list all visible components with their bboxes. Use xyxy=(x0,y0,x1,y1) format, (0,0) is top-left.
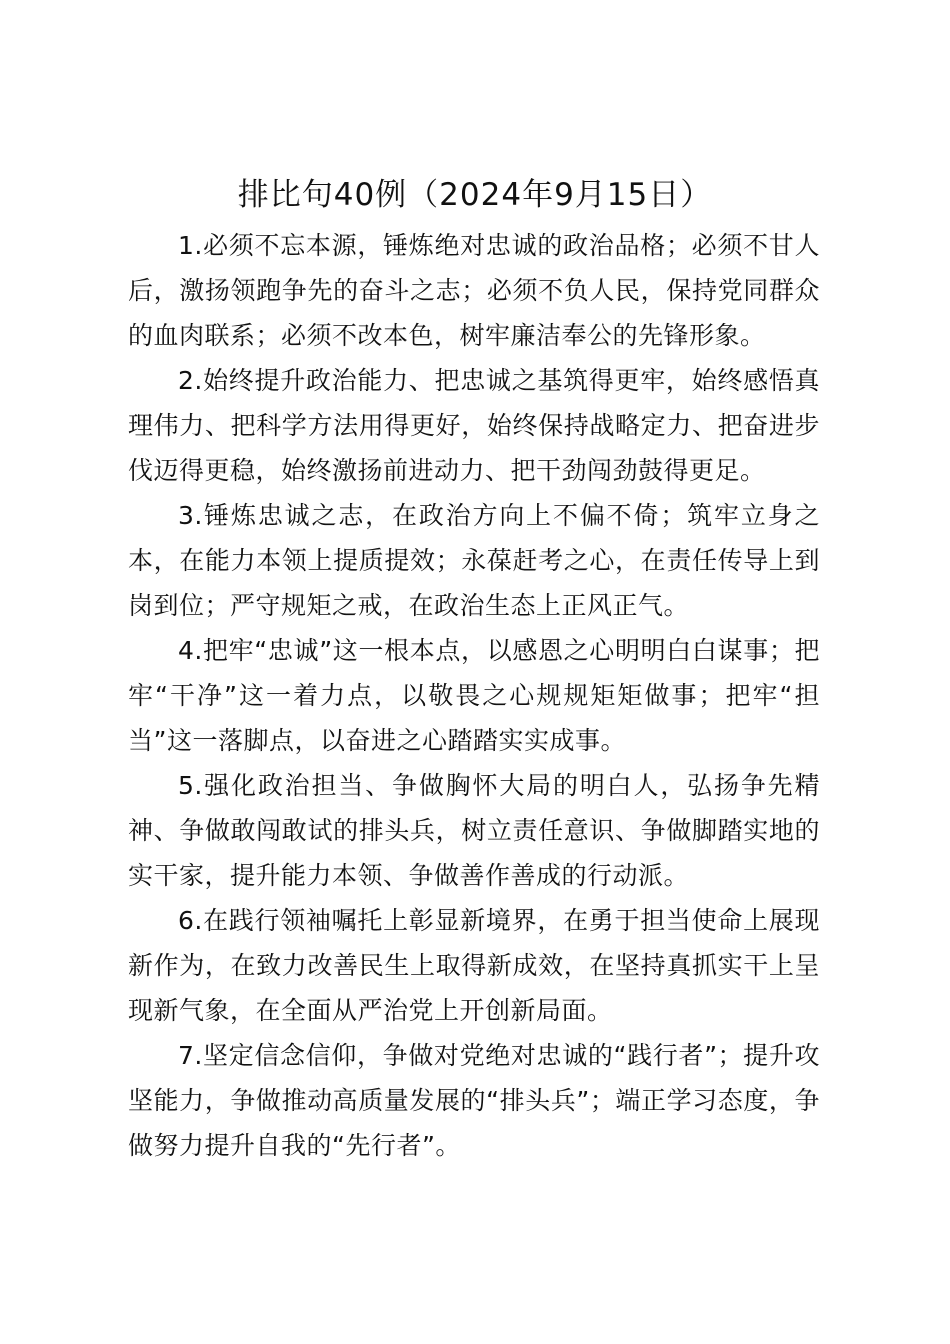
paragraph-4: 4.把牢“忠诚”这一根本点，以感恩之心明明白白谋事；把牢“干净”这一着力点，以敬畏之心规规矩矩做事；把牢“担当”这一落脚点，以奋进之心踏踏实实成事。 xyxy=(128,636,820,755)
paragraph-2: 2.始终提升政治能力、把忠诚之基筑得更牢，始终感悟真理伟力、把科学方法用得更好，始终保持战略定力、把奋进步伐迈得更稳，始终激扬前进动力、把干劲闯劲鼓得更足。 xyxy=(128,366,820,485)
paragraph-3: 3.锤炼忠诚之志，在政治方向上不偏不倚；筑牢立身之本，在能力本领上提质提效；永葆赶考之心，在责任传导上到岗到位；严守规矩之戒，在政治生态上正风正气。 xyxy=(128,501,820,620)
document-title: 排比句40例（2024年9月15日） xyxy=(237,177,713,213)
paragraph-6: 6.在践行领袖嘱托上彰显新境界，在勇于担当使命上展现新作为，在致力改善民生上取得新成效，在坚持真抓实干上呈现新气象，在全面从严治党上开创新局面。 xyxy=(128,906,820,1025)
paragraph-7: 7.坚定信念信仰，争做对党绝对忠诚的“践行者”；提升攻坚能力，争做推动高质量发展的“排头兵”；端正学习态度，争做努力提升自我的“先行者”。 xyxy=(128,1041,820,1160)
paragraph-1: 1.必须不忘本源，锤炼绝对忠诚的政治品格；必须不甘人后，激扬领跑争先的奋斗之志；必须不负人民，保持党同群众的血肉联系；必须不改本色，树牢廉洁奉公的先锋形象。 xyxy=(128,231,820,350)
document-body xyxy=(128,223,820,1168)
paragraph-5: 5.强化政治担当、争做胸怀大局的明白人，弘扬争先精神、争做敢闯敢试的排头兵，树立责任意识、争做脚踏实地的实干家，提升能力本领、争做善作善成的行动派。 xyxy=(128,771,820,890)
